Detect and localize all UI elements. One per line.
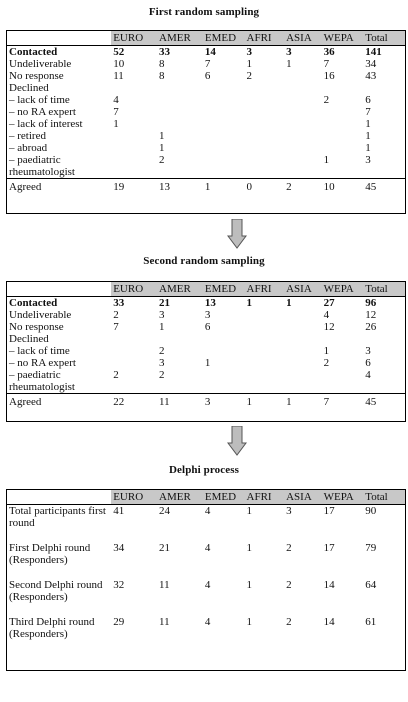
- table-row: [7, 106, 405, 118]
- table-cell: [111, 357, 157, 369]
- table-cell: [157, 118, 203, 130]
- table-cell: 2: [284, 179, 322, 195]
- table-cell: 1: [159, 321, 165, 333]
- table-cell: 2: [246, 70, 253, 82]
- table-cell: 13: [204, 297, 216, 309]
- table-cell: 6: [204, 321, 211, 333]
- table-cell: 22: [111, 394, 157, 410]
- down-arrow-icon: [227, 426, 247, 456]
- table-cell: [284, 118, 322, 130]
- table-cell: [111, 154, 157, 179]
- column-header-total: Total: [363, 490, 405, 505]
- table-cell: [284, 70, 322, 82]
- table-cell: 36: [323, 46, 335, 58]
- agreed-row: [7, 394, 405, 410]
- table-cell: [203, 82, 245, 94]
- table-cell: 141: [365, 46, 382, 58]
- column-header-emed: EMED: [203, 31, 245, 46]
- table-cell: 27: [323, 297, 335, 309]
- table-cell: 14: [323, 615, 335, 628]
- table-cell: 1: [159, 130, 165, 142]
- table-cell: 2: [159, 369, 165, 381]
- table-cell: 2: [286, 578, 292, 591]
- table-cell: [245, 345, 285, 357]
- row-label: Undeliverable: [9, 309, 72, 321]
- table-cell: [363, 82, 405, 94]
- delphi-process-table-box: [6, 489, 406, 671]
- table-row: [7, 542, 405, 579]
- table-cell: 32: [113, 578, 125, 591]
- table-cell: 10: [113, 58, 125, 70]
- table-cell: 4: [204, 578, 211, 591]
- row-label: Undeliverable: [9, 58, 72, 70]
- column-header-amer: AMER: [157, 282, 203, 297]
- row-label: Second Delphi round (Responders): [9, 578, 103, 603]
- table-cell: 29: [113, 615, 125, 628]
- table-cell: 1: [245, 394, 285, 410]
- table-cell: 4: [323, 309, 330, 321]
- table-row: [7, 297, 405, 310]
- table-cell: 11: [159, 615, 170, 628]
- table-cell: [111, 82, 157, 94]
- table-cell: 33: [159, 46, 171, 58]
- table-cell: 45: [363, 179, 405, 195]
- table-cell: 34: [365, 58, 377, 70]
- table-cell: [245, 321, 285, 333]
- table-cell: 2: [286, 541, 292, 554]
- table-row: [7, 309, 405, 321]
- table-cell: 26: [365, 321, 377, 333]
- column-header-total: Total: [363, 31, 405, 46]
- table-cell: 4: [204, 615, 211, 628]
- row-label: Contacted: [9, 46, 58, 58]
- table-row: [7, 46, 405, 59]
- table-cell: [157, 94, 203, 106]
- table-cell: 1: [323, 154, 330, 166]
- table-cell: 10: [322, 179, 364, 195]
- table-cell: [245, 106, 285, 118]
- table-cell: [111, 130, 157, 142]
- table-cell: 3: [246, 46, 253, 58]
- column-header-afri: AFRI: [245, 490, 285, 505]
- table-cell: [245, 82, 285, 94]
- data-table: [7, 31, 405, 194]
- table-cell: 2: [113, 369, 119, 381]
- column-header-euro: EURO: [111, 490, 157, 505]
- table-cell: 8: [159, 70, 165, 82]
- table-cell: 34: [113, 541, 125, 554]
- table-row: [7, 321, 405, 333]
- table-row: [7, 154, 405, 179]
- table-cell: 21: [159, 541, 171, 554]
- table-cell: 1: [284, 394, 322, 410]
- table-cell: 4: [113, 94, 119, 106]
- table-cell: 1: [159, 142, 165, 154]
- table-cell: 6: [204, 70, 211, 82]
- row-label: No response: [9, 321, 64, 333]
- table-cell: 21: [159, 297, 171, 309]
- table-cell: 4: [204, 541, 211, 554]
- table-cell: 1: [246, 541, 253, 554]
- table-cell: [203, 118, 245, 130]
- table-cell: 1: [365, 130, 371, 142]
- table-cell: 14: [204, 46, 216, 58]
- column-header-wepa: WEPA: [322, 31, 364, 46]
- table-cell: [245, 118, 285, 130]
- table-cell: 2: [323, 94, 330, 106]
- table-cell: [284, 130, 322, 142]
- table-cell: 1: [246, 505, 253, 517]
- table-cell: 43: [365, 70, 377, 82]
- column-header-afri: AFRI: [245, 282, 285, 297]
- table-cell: [322, 118, 364, 130]
- table-cell: 24: [159, 505, 171, 517]
- section-title-second-sampling: Second random sampling: [143, 255, 265, 267]
- table-cell: [245, 333, 285, 345]
- table-row: [7, 142, 405, 154]
- row-label: Declined: [9, 333, 49, 345]
- table-cell: [203, 154, 245, 179]
- table-cell: 1: [204, 357, 211, 369]
- table-cell: [245, 309, 285, 321]
- table-cell: [284, 82, 322, 94]
- table-cell: 14: [323, 578, 335, 591]
- table-cell: 3: [159, 357, 165, 369]
- row-label: – lack of interest: [9, 118, 83, 130]
- first-sampling-table-box: [6, 30, 406, 214]
- column-header-total: Total: [363, 282, 405, 297]
- row-label: – no RA expert: [9, 357, 76, 369]
- table-cell: [245, 94, 285, 106]
- table-cell: 8: [159, 58, 165, 70]
- table-cell: 1: [365, 118, 371, 130]
- table-cell: 96: [365, 297, 377, 309]
- table-cell: [284, 369, 322, 394]
- table-cell: 13: [157, 179, 203, 195]
- table-row: [7, 357, 405, 369]
- table-cell: 7: [323, 58, 330, 70]
- table-cell: 7: [365, 106, 371, 118]
- table-cell: 90: [365, 505, 377, 517]
- table-cell: 6: [365, 357, 371, 369]
- row-label: First Delphi round (Responders): [9, 541, 91, 566]
- table-cell: 3: [365, 154, 371, 166]
- column-header-euro: EURO: [111, 282, 157, 297]
- table-cell: [284, 94, 322, 106]
- table-cell: [245, 357, 285, 369]
- table-cell: [322, 82, 364, 94]
- table-cell: 12: [365, 309, 377, 321]
- table-row: [7, 505, 405, 542]
- table-cell: 41: [113, 505, 125, 517]
- table-cell: [111, 142, 157, 154]
- table-cell: 45: [363, 394, 405, 410]
- table-cell: 3: [159, 309, 165, 321]
- table-cell: [322, 333, 364, 345]
- table-cell: 79: [365, 541, 377, 554]
- table-row: [7, 130, 405, 142]
- row-label: Third Delphi round (Responders): [9, 615, 95, 640]
- table-cell: [203, 94, 245, 106]
- row-label: Agreed: [7, 179, 111, 195]
- column-header-wepa: WEPA: [322, 282, 364, 297]
- data-table: [7, 490, 405, 653]
- table-cell: 2: [286, 615, 292, 628]
- table-row: [7, 58, 405, 70]
- table-cell: [245, 142, 285, 154]
- column-header-asia: ASIA: [284, 31, 322, 46]
- table-cell: 1: [203, 179, 245, 195]
- second-sampling-table-box: [6, 281, 406, 422]
- row-label: Total participants first round: [9, 505, 106, 529]
- table-cell: 2: [113, 309, 119, 321]
- table-cell: [284, 309, 322, 321]
- table-cell: 33: [113, 297, 125, 309]
- table-cell: 17: [323, 541, 335, 554]
- row-label: – lack of time: [9, 345, 70, 357]
- table-cell: 0: [245, 179, 285, 195]
- column-header-emed: EMED: [203, 282, 245, 297]
- table-cell: 1: [323, 345, 330, 357]
- table-cell: 4: [204, 505, 211, 517]
- table-cell: 64: [365, 578, 377, 591]
- table-cell: 3: [203, 394, 245, 410]
- table-cell: [322, 369, 364, 394]
- table-cell: 61: [365, 615, 377, 628]
- table-cell: [203, 106, 245, 118]
- table-cell: [245, 130, 285, 142]
- table-row: [7, 616, 405, 653]
- table-cell: 7: [204, 58, 211, 70]
- row-label: – retired: [9, 130, 46, 142]
- table-cell: [157, 333, 203, 345]
- column-header-afri: AFRI: [245, 31, 285, 46]
- table-cell: 2: [159, 345, 165, 357]
- table-row: [7, 369, 405, 394]
- table-row: [7, 579, 405, 616]
- table-cell: [284, 333, 322, 345]
- row-label: – lack of time: [9, 94, 70, 106]
- table-cell: [284, 154, 322, 179]
- column-header-amer: AMER: [157, 490, 203, 505]
- table-cell: [203, 142, 245, 154]
- table-cell: 52: [113, 46, 125, 58]
- table-row: [7, 345, 405, 357]
- table-cell: [203, 333, 245, 345]
- table-header-row: [7, 282, 405, 297]
- table-cell: 16: [323, 70, 335, 82]
- table-cell: [284, 106, 322, 118]
- table-cell: 12: [323, 321, 335, 333]
- table-cell: 7: [322, 394, 364, 410]
- table-cell: 11: [159, 578, 170, 591]
- agreed-row: [7, 179, 405, 195]
- row-label: No response: [9, 70, 64, 82]
- table-cell: [203, 130, 245, 142]
- table-cell: [157, 106, 203, 118]
- table-cell: [284, 142, 322, 154]
- table-cell: 7: [113, 106, 119, 118]
- table-cell: [111, 345, 157, 357]
- table-cell: [203, 369, 245, 394]
- table-cell: 17: [323, 505, 335, 517]
- header-blank-cell: [7, 282, 111, 297]
- table-row: [7, 82, 405, 94]
- table-cell: 2: [323, 357, 330, 369]
- table-cell: 1: [246, 297, 253, 309]
- table-cell: [284, 321, 322, 333]
- table-row: [7, 333, 405, 345]
- table-row: [7, 118, 405, 130]
- table-cell: 11: [157, 394, 203, 410]
- row-label: – paediatric rheumatologist: [9, 154, 75, 178]
- table-cell: [322, 130, 364, 142]
- down-arrow-icon: [227, 219, 247, 249]
- table-cell: [245, 369, 285, 394]
- table-cell: 4: [365, 369, 371, 381]
- header-blank-cell: [7, 490, 111, 505]
- column-header-asia: ASIA: [284, 282, 322, 297]
- table-cell: [284, 345, 322, 357]
- header-blank-cell: [7, 31, 111, 46]
- table-cell: 3: [286, 46, 292, 58]
- table-cell: 1: [246, 578, 253, 591]
- table-cell: 7: [113, 321, 119, 333]
- column-header-emed: EMED: [203, 490, 245, 505]
- data-table: [7, 282, 405, 409]
- table-cell: 1: [365, 142, 371, 154]
- row-label: Contacted: [9, 297, 58, 309]
- table-cell: 19: [111, 179, 157, 195]
- row-label: – abroad: [9, 142, 48, 154]
- row-label: – paediatric rheumatologist: [9, 369, 75, 393]
- table-cell: 6: [365, 94, 371, 106]
- row-label: Declined: [9, 82, 49, 94]
- table-cell: 3: [365, 345, 371, 357]
- column-header-amer: AMER: [157, 31, 203, 46]
- table-cell: [363, 333, 405, 345]
- row-label: Agreed: [7, 394, 111, 410]
- table-cell: 1: [286, 297, 292, 309]
- table-header-row: [7, 490, 405, 505]
- table-cell: [245, 154, 285, 179]
- table-cell: 1: [246, 615, 253, 628]
- table-cell: [322, 106, 364, 118]
- table-cell: 1: [286, 58, 292, 70]
- table-row: [7, 94, 405, 106]
- table-cell: [322, 142, 364, 154]
- row-label: – no RA expert: [9, 106, 76, 118]
- section-title-first-sampling: First random sampling: [148, 6, 260, 18]
- table-cell: [157, 82, 203, 94]
- table-cell: [111, 333, 157, 345]
- table-header-row: [7, 31, 405, 46]
- table-cell: 2: [159, 154, 165, 166]
- table-cell: 3: [204, 309, 211, 321]
- section-title-delphi-process: Delphi process: [169, 464, 239, 476]
- table-cell: [203, 345, 245, 357]
- table-cell: 1: [113, 118, 119, 130]
- table-row: [7, 70, 405, 82]
- column-header-asia: ASIA: [284, 490, 322, 505]
- column-header-euro: EURO: [111, 31, 157, 46]
- column-header-wepa: WEPA: [322, 490, 364, 505]
- table-cell: 11: [113, 70, 124, 82]
- table-cell: [284, 357, 322, 369]
- table-cell: 1: [246, 58, 253, 70]
- table-cell: 3: [286, 505, 292, 517]
